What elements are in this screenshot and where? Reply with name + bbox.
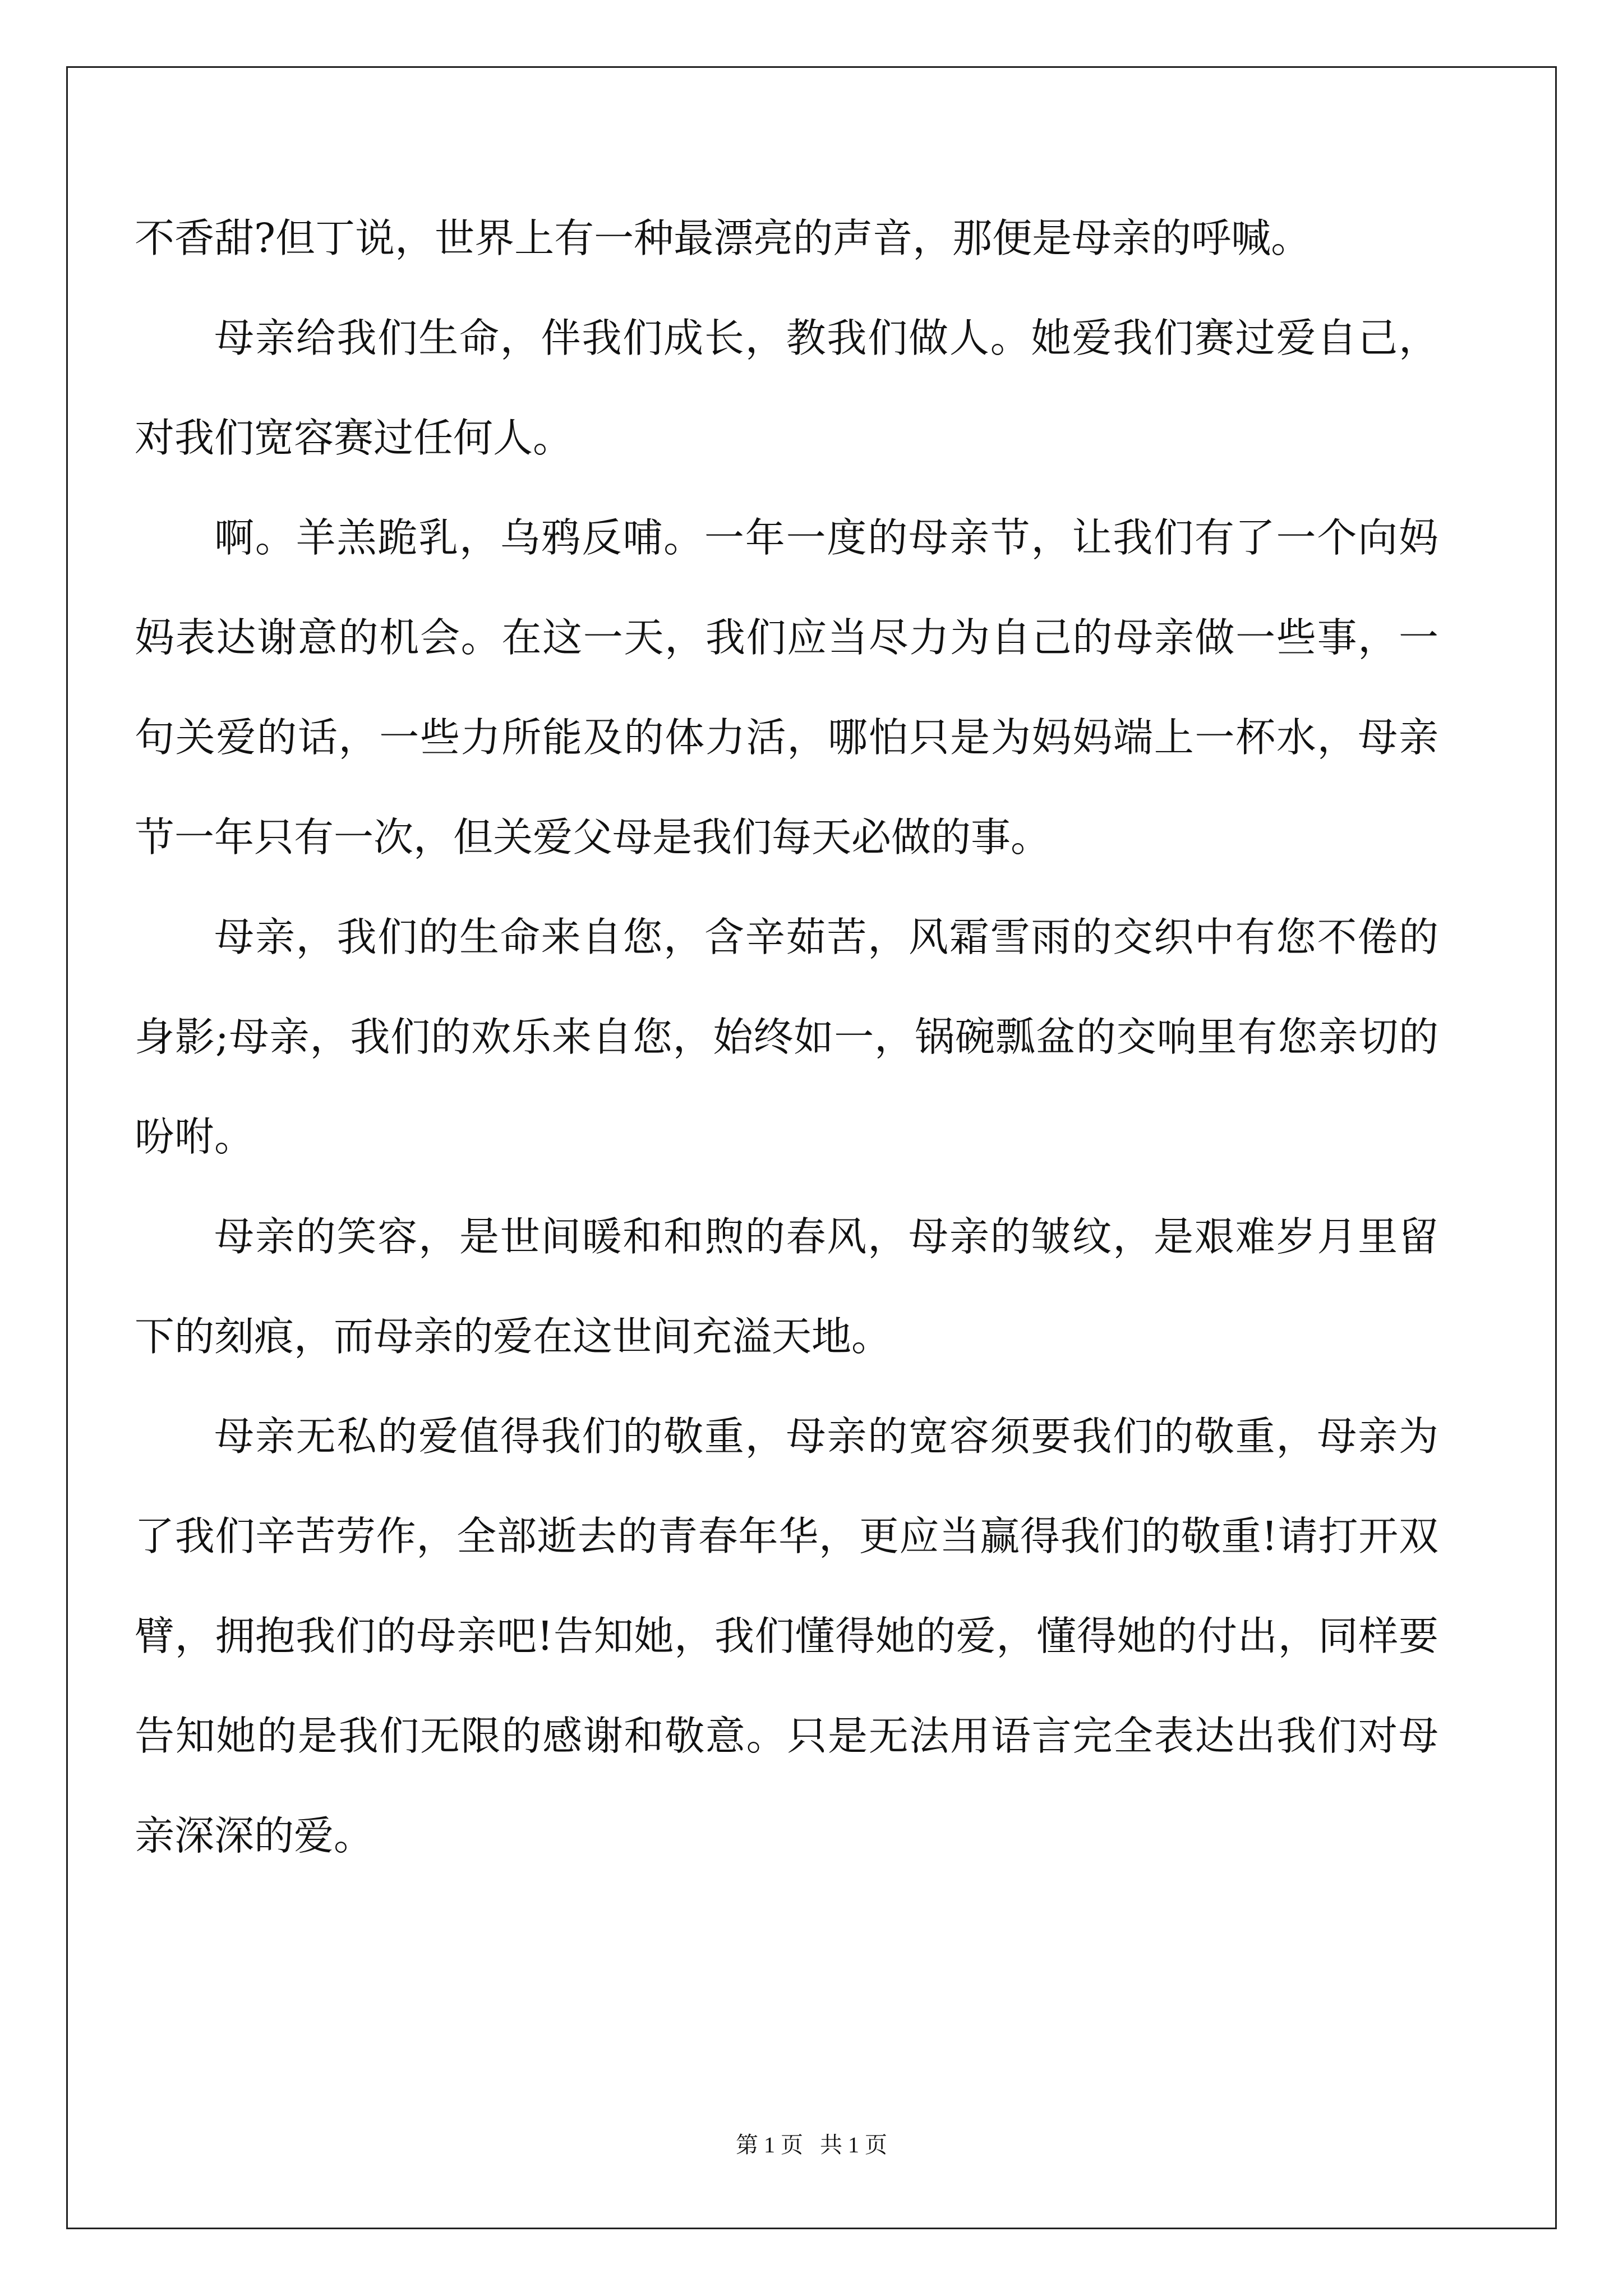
document-body <box>135 188 1438 1886</box>
paragraph-4: 母亲，我们的生命来自您，含辛茹苦，风霜雪雨的交织中有您不倦的身影;母亲，我们的欢乐来自您，始终如一，锅碗瓢盆的交响里有您亲切的吩咐。 <box>135 914 1438 1160</box>
paragraph-3: 啊。羊羔跪乳，乌鸦反哺。一年一度的母亲节，让我们有了一个向妈妈表达谢意的机会。在这一天，我们应当尽力为自己的母亲做一些事，一句关爱的话，一些力所能及的体力活，哪怕只是为妈妈端上一杯水，母亲节一年只有一次，但关爱父母是我们每天必做的事。 <box>135 514 1438 861</box>
paragraph-1: 不香甜?但丁说，世界上有一种最漂亮的声音，那便是母亲的呼喊。 <box>135 215 1311 261</box>
page-number-footer: 第 1 页 共 1 页 <box>736 2132 887 2157</box>
paragraph-5: 母亲的笑容，是世间暖和和煦的春风，母亲的皱纹，是艰难岁月里留下的刻痕，而母亲的爱在这世间充溢天地。 <box>135 1213 1438 1360</box>
paragraph-6: 母亲无私的爱值得我们的敬重，母亲的宽容须要我们的敬重，母亲为了我们辛苦劳作，全部逝去的青春年华，更应当赢得我们的敬重!请打开双臂，拥抱我们的母亲吧!告知她，我们懂得她的爱，懂得她的付出，同样要告知她的是我们无限的感谢和敬意。只是无法用语言完全表达出我们对母亲深深的爱。 <box>135 1413 1438 1859</box>
paragraph-2: 母亲给我们生命，伴我们成长，教我们做人。她爱我们赛过爱自己，对我们宽容赛过任何人。 <box>135 315 1438 461</box>
